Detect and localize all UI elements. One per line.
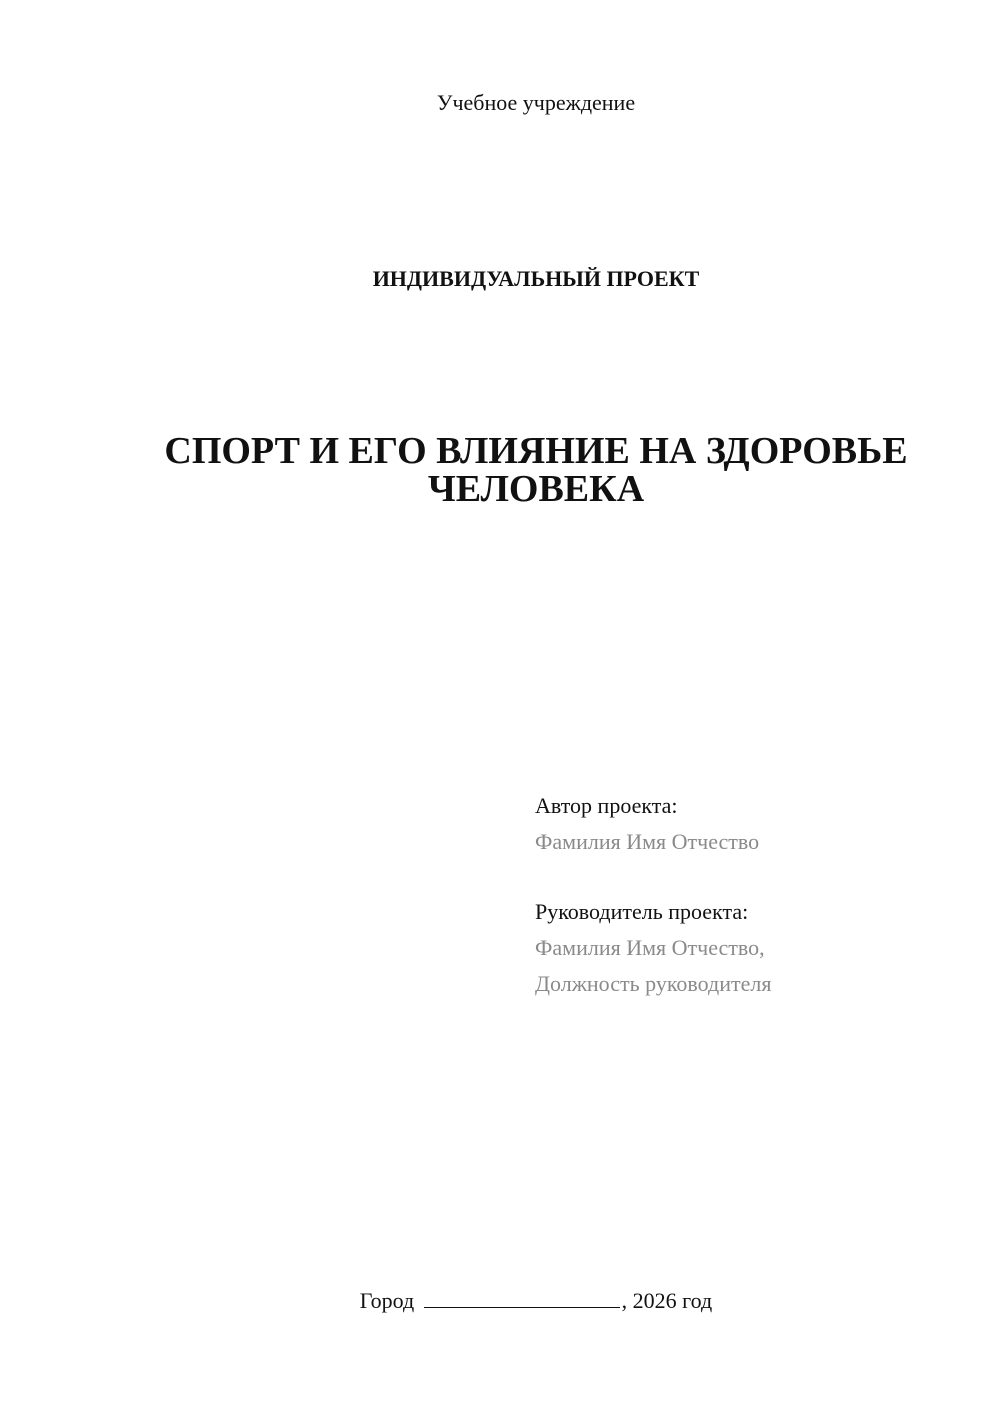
year-text: , 2026 год — [621, 1288, 713, 1313]
project-title-line-2: ЧЕЛОВЕКА — [427, 468, 645, 510]
project-info-block — [535, 788, 975, 1002]
city-blank-line — [424, 1289, 620, 1308]
author-name-placeholder: Фамилия Имя Отчество — [535, 829, 760, 854]
project-title-line-1: СПОРТ И ЕГО ВЛИЯНИЕ НА ЗДОРОВЬЕ — [164, 430, 908, 472]
institution-name: Учебное учреждение — [436, 90, 636, 115]
author-label: Автор проекта: — [535, 793, 678, 818]
supervisor-position-placeholder: Должность руководителя — [535, 971, 772, 996]
project-title — [72, 432, 1000, 508]
supervisor-name-placeholder: Фамилия Имя Отчество, — [535, 935, 765, 960]
supervisor-label: Руководитель проекта: — [535, 899, 749, 924]
document-type: ИНДИВИДУАЛЬНЫЙ ПРОЕКТ — [372, 266, 700, 291]
city-label: Город — [359, 1288, 415, 1313]
info-spacer — [535, 860, 975, 894]
city-year-line — [0, 1288, 1000, 1314]
